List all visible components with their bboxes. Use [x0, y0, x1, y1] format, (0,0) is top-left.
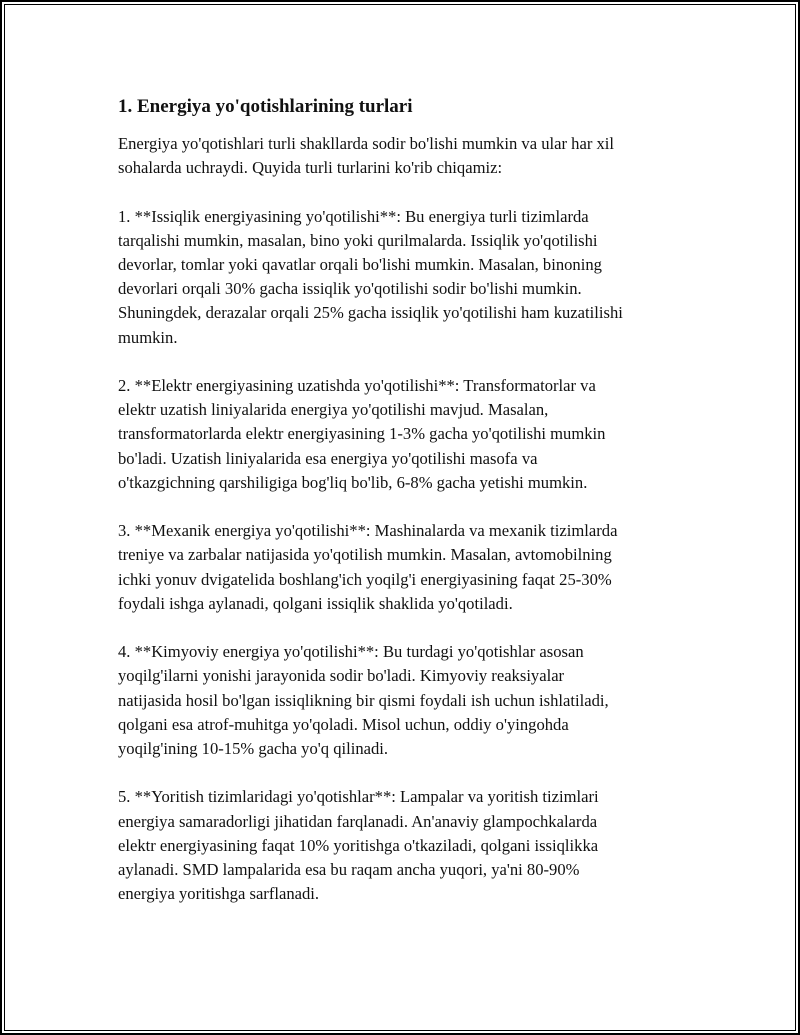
paragraph-mechanical-loss: 3. **Mexanik energiya yo'qotilishi**: Mashinalarda va mexanik tizimlarda treniye va zarbalar natijasida yo'qotilish mumkin. Masalan, avtomobilning ichki yonuv dvigatelida boshlang'ich yoqilg'i energiyasining faqat 25-30% foydali ishga aylanadi, qolgani issiqlik shaklida yo'qotiladi.: [118, 521, 618, 613]
section-title: 1. Energiya yo'qotishlarining turlari: [118, 96, 413, 117]
document-body: [118, 94, 688, 931]
intro-paragraph: Energiya yo'qotishlari turli shakllarda sodir bo'lishi mumkin va ular har xil sohalarda uchraydi. Quyida turli turlarini ko'rib chiqamiz:: [118, 134, 615, 178]
paragraph-electric-loss: 2. **Elektr energiyasining uzatishda yo'qotilishi**: Transformatorlar va elektr uzatish liniyalarida energiya yo'qotilishi mavjud. Masalan, transformatorlarda elektr energiyasining 1-3% gacha yo'qotilishi mumkin bo'ladi. Uzatish liniyalarida esa energiya yo'qotilishi masofa va o'tkazgichning qarshiligiga bog'liq bo'lib, 6-8% gacha yetishi mumkin.: [118, 376, 606, 492]
paragraph-chemical-loss: 4. **Kimyoviy energiya yo'qotilishi**: Bu turdagi yo'qotishlar asosan yoqilg'ilarni yonishi jarayonida sodir bo'ladi. Kimyoviy reaksiyalar natijasida hosil bo'lgan issiqlikning bir qismi foydali ish uchun ishlatiladi, qolgani esa atrof-muhitga yo'qoladi. Misol uchun, oddiy o'yingohda yoqilg'ining 10-15% gacha yo'q qilinadi.: [118, 642, 609, 759]
paragraph-heat-loss: 1. **Issiqlik energiyasining yo'qotilishi**: Bu energiya turli tizimlarda tarqalishi mumkin, masalan, bino yoki qurilmalarda. Issiqlik yo'qotilishi devorlar, tomlar yoki qavatlar orqali bo'lishi mumkin. Masalan, binoning devorlari orqali 30% gacha issiqlik yo'qotilishi sodir bo'lishi mumkin. Shuningdek, derazalar orqali 25% gacha issiqlik yo'qotilishi ham kuzatilishi mumkin.: [118, 206, 623, 347]
paragraph-lighting-loss: 5. **Yoritish tizimlaridagi yo'qotishlar**: Lampalar va yoritish tizimlari energiya samaradorligi jihatidan farqlanadi. An'anaviy glampochkalarda elektr energiyasining faqat 10% yoritishga o'tkaziladi, qolgani issiqlikka aylanadi. SMD lampalarida esa bu raqam ancha yuqori, ya'ni 80-90% energiya yoritishga sarflanadi.: [118, 787, 599, 904]
